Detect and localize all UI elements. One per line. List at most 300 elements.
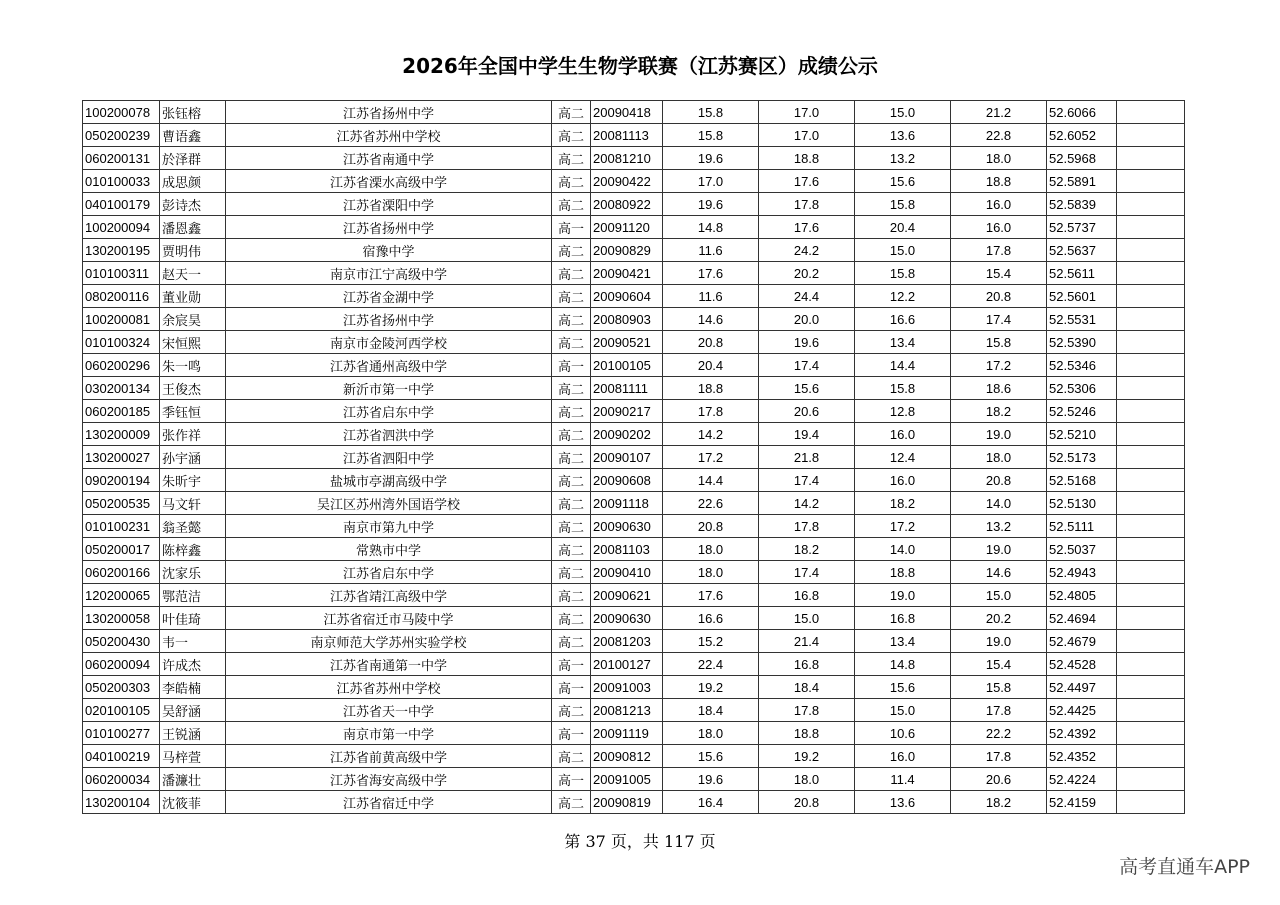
- score-3-cell: 20.4: [855, 216, 951, 239]
- remark-cell: [1117, 446, 1185, 469]
- birthdate-cell: 20100127: [591, 653, 663, 676]
- total-score-cell: 52.4528: [1047, 653, 1117, 676]
- birthdate-cell: 20081210: [591, 147, 663, 170]
- score-3-cell: 19.0: [855, 584, 951, 607]
- score-4-cell: 18.0: [951, 446, 1047, 469]
- grade-cell: 高二: [552, 400, 591, 423]
- score-1-cell: 18.0: [663, 561, 759, 584]
- student-name-cell: 季钰恒: [160, 400, 226, 423]
- student-name-cell: 王俊杰: [160, 377, 226, 400]
- student-name-cell: 贾明伟: [160, 239, 226, 262]
- score-3-cell: 12.4: [855, 446, 951, 469]
- total-score-cell: 52.4392: [1047, 722, 1117, 745]
- student-name-cell: 翁圣懿: [160, 515, 226, 538]
- score-2-cell: 18.8: [759, 147, 855, 170]
- total-score-cell: 52.5130: [1047, 492, 1117, 515]
- score-1-cell: 15.8: [663, 101, 759, 124]
- birthdate-cell: 20090608: [591, 469, 663, 492]
- remark-cell: [1117, 768, 1185, 791]
- school-cell: 江苏省启东中学: [226, 400, 552, 423]
- remark-cell: [1117, 469, 1185, 492]
- table-row: [83, 101, 1185, 124]
- exam-id-cell: 130200104: [83, 791, 160, 814]
- total-score-cell: 52.4679: [1047, 630, 1117, 653]
- page-number: 第 37 页，共 117 页: [564, 832, 716, 851]
- score-2-cell: 19.6: [759, 331, 855, 354]
- score-2-cell: 21.8: [759, 446, 855, 469]
- birthdate-cell: 20091118: [591, 492, 663, 515]
- score-3-cell: 18.2: [855, 492, 951, 515]
- total-score-cell: 52.5210: [1047, 423, 1117, 446]
- school-cell: 南京市第九中学: [226, 515, 552, 538]
- total-score-cell: 52.5168: [1047, 469, 1117, 492]
- exam-id-cell: 130200195: [83, 239, 160, 262]
- exam-id-cell: 050200535: [83, 492, 160, 515]
- remark-cell: [1117, 791, 1185, 814]
- score-3-cell: 15.8: [855, 193, 951, 216]
- score-2-cell: 20.2: [759, 262, 855, 285]
- score-1-cell: 20.8: [663, 515, 759, 538]
- grade-cell: 高二: [552, 147, 591, 170]
- score-1-cell: 19.6: [663, 193, 759, 216]
- grade-cell: 高二: [552, 791, 591, 814]
- score-4-cell: 19.0: [951, 630, 1047, 653]
- table-row: [83, 124, 1185, 147]
- school-cell: 江苏省通州高级中学: [226, 354, 552, 377]
- score-3-cell: 15.6: [855, 676, 951, 699]
- score-3-cell: 12.2: [855, 285, 951, 308]
- page-title: 2026年全国中学生生物学联赛（江苏赛区）成绩公示: [402, 54, 878, 78]
- birthdate-cell: 20081111: [591, 377, 663, 400]
- student-name-cell: 赵天一: [160, 262, 226, 285]
- remark-cell: [1117, 377, 1185, 400]
- remark-cell: [1117, 400, 1185, 423]
- remark-cell: [1117, 124, 1185, 147]
- table-row: [83, 584, 1185, 607]
- score-4-cell: 20.8: [951, 285, 1047, 308]
- total-score-cell: 52.5968: [1047, 147, 1117, 170]
- score-4-cell: 15.0: [951, 584, 1047, 607]
- student-name-cell: 吴舒涵: [160, 699, 226, 722]
- student-name-cell: 董业勋: [160, 285, 226, 308]
- exam-id-cell: 040100219: [83, 745, 160, 768]
- score-3-cell: 16.0: [855, 745, 951, 768]
- birthdate-cell: 20090107: [591, 446, 663, 469]
- total-score-cell: 52.5601: [1047, 285, 1117, 308]
- score-3-cell: 12.8: [855, 400, 951, 423]
- score-2-cell: 24.2: [759, 239, 855, 262]
- score-4-cell: 20.8: [951, 469, 1047, 492]
- score-2-cell: 24.4: [759, 285, 855, 308]
- grade-cell: 高二: [552, 630, 591, 653]
- score-4-cell: 18.2: [951, 791, 1047, 814]
- birthdate-cell: 20090410: [591, 561, 663, 584]
- score-2-cell: 18.0: [759, 768, 855, 791]
- score-1-cell: 17.6: [663, 584, 759, 607]
- remark-cell: [1117, 147, 1185, 170]
- grade-cell: 高一: [552, 676, 591, 699]
- school-cell: 盐城市亭湖高级中学: [226, 469, 552, 492]
- birthdate-cell: 20100105: [591, 354, 663, 377]
- score-4-cell: 22.8: [951, 124, 1047, 147]
- exam-id-cell: 050200303: [83, 676, 160, 699]
- score-1-cell: 14.6: [663, 308, 759, 331]
- remark-cell: [1117, 538, 1185, 561]
- birthdate-cell: 20090418: [591, 101, 663, 124]
- score-2-cell: 18.8: [759, 722, 855, 745]
- score-3-cell: 18.8: [855, 561, 951, 584]
- score-1-cell: 15.8: [663, 124, 759, 147]
- exam-id-cell: 120200065: [83, 584, 160, 607]
- birthdate-cell: 20091003: [591, 676, 663, 699]
- school-cell: 常熟市中学: [226, 538, 552, 561]
- exam-id-cell: 030200134: [83, 377, 160, 400]
- student-name-cell: 曹语鑫: [160, 124, 226, 147]
- score-4-cell: 16.0: [951, 216, 1047, 239]
- score-2-cell: 18.2: [759, 538, 855, 561]
- remark-cell: [1117, 101, 1185, 124]
- score-3-cell: 13.6: [855, 791, 951, 814]
- school-cell: 江苏省南通第一中学: [226, 653, 552, 676]
- student-name-cell: 於泽群: [160, 147, 226, 170]
- school-cell: 江苏省溧阳中学: [226, 193, 552, 216]
- score-3-cell: 13.6: [855, 124, 951, 147]
- score-3-cell: 14.0: [855, 538, 951, 561]
- total-score-cell: 52.5839: [1047, 193, 1117, 216]
- total-score-cell: 52.4425: [1047, 699, 1117, 722]
- score-3-cell: 14.8: [855, 653, 951, 676]
- score-4-cell: 17.8: [951, 239, 1047, 262]
- total-score-cell: 52.4943: [1047, 561, 1117, 584]
- table-row: [83, 308, 1185, 331]
- student-name-cell: 马梓萱: [160, 745, 226, 768]
- exam-id-cell: 080200116: [83, 285, 160, 308]
- table-row: [83, 676, 1185, 699]
- student-name-cell: 许成杰: [160, 653, 226, 676]
- score-4-cell: 17.4: [951, 308, 1047, 331]
- grade-cell: 高二: [552, 446, 591, 469]
- score-2-cell: 17.6: [759, 170, 855, 193]
- birthdate-cell: 20090421: [591, 262, 663, 285]
- score-4-cell: 18.6: [951, 377, 1047, 400]
- total-score-cell: 52.6066: [1047, 101, 1117, 124]
- exam-id-cell: 020100105: [83, 699, 160, 722]
- table-row: [83, 699, 1185, 722]
- exam-id-cell: 060200296: [83, 354, 160, 377]
- school-cell: 宿豫中学: [226, 239, 552, 262]
- total-score-cell: 52.4805: [1047, 584, 1117, 607]
- birthdate-cell: 20081103: [591, 538, 663, 561]
- score-4-cell: 18.0: [951, 147, 1047, 170]
- remark-cell: [1117, 515, 1185, 538]
- school-cell: 江苏省扬州中学: [226, 216, 552, 239]
- grade-cell: 高二: [552, 239, 591, 262]
- grade-cell: 高二: [552, 170, 591, 193]
- school-cell: 南京市金陵河西学校: [226, 331, 552, 354]
- birthdate-cell: 20080903: [591, 308, 663, 331]
- student-name-cell: 张钰榕: [160, 101, 226, 124]
- score-1-cell: 15.6: [663, 745, 759, 768]
- score-4-cell: 19.0: [951, 423, 1047, 446]
- score-4-cell: 15.4: [951, 262, 1047, 285]
- student-name-cell: 潘濂壮: [160, 768, 226, 791]
- exam-id-cell: 050200017: [83, 538, 160, 561]
- school-cell: 江苏省南通中学: [226, 147, 552, 170]
- score-1-cell: 14.8: [663, 216, 759, 239]
- score-3-cell: 13.2: [855, 147, 951, 170]
- score-2-cell: 17.8: [759, 699, 855, 722]
- grade-cell: 高二: [552, 561, 591, 584]
- birthdate-cell: 20090829: [591, 239, 663, 262]
- school-cell: 江苏省前黄高级中学: [226, 745, 552, 768]
- remark-cell: [1117, 561, 1185, 584]
- total-score-cell: 52.6052: [1047, 124, 1117, 147]
- score-2-cell: 14.2: [759, 492, 855, 515]
- school-cell: 江苏省泗洪中学: [226, 423, 552, 446]
- remark-cell: [1117, 285, 1185, 308]
- exam-id-cell: 060200034: [83, 768, 160, 791]
- total-score-cell: 52.4159: [1047, 791, 1117, 814]
- school-cell: 江苏省泗阳中学: [226, 446, 552, 469]
- grade-cell: 高二: [552, 492, 591, 515]
- score-3-cell: 15.8: [855, 377, 951, 400]
- exam-id-cell: 010100277: [83, 722, 160, 745]
- school-cell: 江苏省宿迁中学: [226, 791, 552, 814]
- grade-cell: 高二: [552, 101, 591, 124]
- remark-cell: [1117, 630, 1185, 653]
- exam-id-cell: 010100033: [83, 170, 160, 193]
- total-score-cell: 52.4497: [1047, 676, 1117, 699]
- score-3-cell: 16.0: [855, 469, 951, 492]
- table-row: [83, 216, 1185, 239]
- remark-cell: [1117, 423, 1185, 446]
- score-1-cell: 17.0: [663, 170, 759, 193]
- score-4-cell: 22.2: [951, 722, 1047, 745]
- table-row: [83, 170, 1185, 193]
- score-3-cell: 16.8: [855, 607, 951, 630]
- exam-id-cell: 090200194: [83, 469, 160, 492]
- school-cell: 南京师范大学苏州实验学校: [226, 630, 552, 653]
- total-score-cell: 52.5246: [1047, 400, 1117, 423]
- score-4-cell: 17.8: [951, 699, 1047, 722]
- grade-cell: 高二: [552, 193, 591, 216]
- score-1-cell: 22.6: [663, 492, 759, 515]
- score-1-cell: 14.2: [663, 423, 759, 446]
- score-2-cell: 17.0: [759, 101, 855, 124]
- score-4-cell: 17.8: [951, 745, 1047, 768]
- score-1-cell: 19.6: [663, 147, 759, 170]
- score-1-cell: 19.6: [663, 768, 759, 791]
- score-1-cell: 14.4: [663, 469, 759, 492]
- score-4-cell: 21.2: [951, 101, 1047, 124]
- birthdate-cell: 20090217: [591, 400, 663, 423]
- remark-cell: [1117, 607, 1185, 630]
- birthdate-cell: 20090621: [591, 584, 663, 607]
- remark-cell: [1117, 676, 1185, 699]
- watermark-text: 高考直通车APP: [1119, 856, 1250, 878]
- score-4-cell: 13.2: [951, 515, 1047, 538]
- exam-id-cell: 010100231: [83, 515, 160, 538]
- school-cell: 江苏省溧水高级中学: [226, 170, 552, 193]
- grade-cell: 高一: [552, 354, 591, 377]
- exam-id-cell: 050200430: [83, 630, 160, 653]
- grade-cell: 高二: [552, 607, 591, 630]
- exam-id-cell: 060200166: [83, 561, 160, 584]
- score-4-cell: 18.8: [951, 170, 1047, 193]
- table-row: [83, 791, 1185, 814]
- birthdate-cell: 20081113: [591, 124, 663, 147]
- table-row: [83, 492, 1185, 515]
- birthdate-cell: 20090819: [591, 791, 663, 814]
- school-cell: 南京市江宁高级中学: [226, 262, 552, 285]
- exam-id-cell: 060200094: [83, 653, 160, 676]
- birthdate-cell: 20090630: [591, 515, 663, 538]
- student-name-cell: 张作祥: [160, 423, 226, 446]
- score-2-cell: 17.4: [759, 354, 855, 377]
- table-row: [83, 722, 1185, 745]
- remark-cell: [1117, 216, 1185, 239]
- remark-cell: [1117, 492, 1185, 515]
- table-row: [83, 538, 1185, 561]
- score-1-cell: 16.4: [663, 791, 759, 814]
- score-2-cell: 17.0: [759, 124, 855, 147]
- exam-id-cell: 100200081: [83, 308, 160, 331]
- score-1-cell: 18.0: [663, 538, 759, 561]
- score-1-cell: 20.4: [663, 354, 759, 377]
- score-4-cell: 15.8: [951, 676, 1047, 699]
- exam-id-cell: 130200027: [83, 446, 160, 469]
- score-1-cell: 19.2: [663, 676, 759, 699]
- birthdate-cell: 20081203: [591, 630, 663, 653]
- table-row: [83, 653, 1185, 676]
- score-2-cell: 16.8: [759, 653, 855, 676]
- school-cell: 江苏省苏州中学校: [226, 124, 552, 147]
- score-2-cell: 17.4: [759, 469, 855, 492]
- score-2-cell: 20.8: [759, 791, 855, 814]
- school-cell: 江苏省金湖中学: [226, 285, 552, 308]
- student-name-cell: 彭诗杰: [160, 193, 226, 216]
- remark-cell: [1117, 699, 1185, 722]
- school-cell: 江苏省扬州中学: [226, 101, 552, 124]
- score-2-cell: 15.6: [759, 377, 855, 400]
- score-3-cell: 13.4: [855, 331, 951, 354]
- score-2-cell: 21.4: [759, 630, 855, 653]
- total-score-cell: 52.4224: [1047, 768, 1117, 791]
- remark-cell: [1117, 170, 1185, 193]
- total-score-cell: 52.5531: [1047, 308, 1117, 331]
- grade-cell: 高二: [552, 124, 591, 147]
- remark-cell: [1117, 262, 1185, 285]
- table-row: [83, 239, 1185, 262]
- school-cell: 江苏省靖江高级中学: [226, 584, 552, 607]
- score-1-cell: 17.8: [663, 400, 759, 423]
- total-score-cell: 52.5346: [1047, 354, 1117, 377]
- table-row: [83, 147, 1185, 170]
- score-4-cell: 18.2: [951, 400, 1047, 423]
- score-3-cell: 10.6: [855, 722, 951, 745]
- score-3-cell: 16.0: [855, 423, 951, 446]
- school-cell: 江苏省天一中学: [226, 699, 552, 722]
- score-4-cell: 16.0: [951, 193, 1047, 216]
- table-row: [83, 285, 1185, 308]
- score-1-cell: 16.6: [663, 607, 759, 630]
- grade-cell: 高二: [552, 469, 591, 492]
- total-score-cell: 52.5637: [1047, 239, 1117, 262]
- birthdate-cell: 20090604: [591, 285, 663, 308]
- birthdate-cell: 20090202: [591, 423, 663, 446]
- birthdate-cell: 20091120: [591, 216, 663, 239]
- remark-cell: [1117, 584, 1185, 607]
- table-row: [83, 745, 1185, 768]
- exam-id-cell: 060200131: [83, 147, 160, 170]
- score-2-cell: 16.8: [759, 584, 855, 607]
- score-2-cell: 20.6: [759, 400, 855, 423]
- exam-id-cell: 130200058: [83, 607, 160, 630]
- score-1-cell: 20.8: [663, 331, 759, 354]
- remark-cell: [1117, 239, 1185, 262]
- student-name-cell: 王锐涵: [160, 722, 226, 745]
- table-row: [83, 630, 1185, 653]
- student-name-cell: 成思颜: [160, 170, 226, 193]
- score-3-cell: 15.0: [855, 239, 951, 262]
- table-row: [83, 446, 1185, 469]
- score-1-cell: 18.0: [663, 722, 759, 745]
- grade-cell: 高二: [552, 515, 591, 538]
- score-4-cell: 17.2: [951, 354, 1047, 377]
- score-3-cell: 15.0: [855, 101, 951, 124]
- score-3-cell: 16.6: [855, 308, 951, 331]
- table-row: [83, 262, 1185, 285]
- table-row: [83, 400, 1185, 423]
- score-table: [82, 100, 1185, 814]
- grade-cell: 高二: [552, 377, 591, 400]
- table-row: [83, 193, 1185, 216]
- grade-cell: 高二: [552, 699, 591, 722]
- school-cell: 江苏省苏州中学校: [226, 676, 552, 699]
- student-name-cell: 韦一: [160, 630, 226, 653]
- remark-cell: [1117, 653, 1185, 676]
- school-cell: 江苏省启东中学: [226, 561, 552, 584]
- score-2-cell: 20.0: [759, 308, 855, 331]
- score-3-cell: 11.4: [855, 768, 951, 791]
- total-score-cell: 52.4694: [1047, 607, 1117, 630]
- table-row: [83, 515, 1185, 538]
- birthdate-cell: 20090422: [591, 170, 663, 193]
- exam-id-cell: 100200094: [83, 216, 160, 239]
- remark-cell: [1117, 331, 1185, 354]
- student-name-cell: 沈筱菲: [160, 791, 226, 814]
- score-2-cell: 15.0: [759, 607, 855, 630]
- table-row: [83, 469, 1185, 492]
- score-2-cell: 17.8: [759, 193, 855, 216]
- grade-cell: 高一: [552, 216, 591, 239]
- score-4-cell: 19.0: [951, 538, 1047, 561]
- total-score-cell: 52.5306: [1047, 377, 1117, 400]
- table-row: [83, 423, 1185, 446]
- student-name-cell: 叶佳琦: [160, 607, 226, 630]
- birthdate-cell: 20080922: [591, 193, 663, 216]
- score-3-cell: 17.2: [855, 515, 951, 538]
- score-table-body: [83, 101, 1185, 814]
- total-score-cell: 52.5037: [1047, 538, 1117, 561]
- table-row: [83, 607, 1185, 630]
- student-name-cell: 孙宇涵: [160, 446, 226, 469]
- score-2-cell: 18.4: [759, 676, 855, 699]
- score-1-cell: 18.8: [663, 377, 759, 400]
- exam-id-cell: 100200078: [83, 101, 160, 124]
- score-4-cell: 14.0: [951, 492, 1047, 515]
- student-name-cell: 马文轩: [160, 492, 226, 515]
